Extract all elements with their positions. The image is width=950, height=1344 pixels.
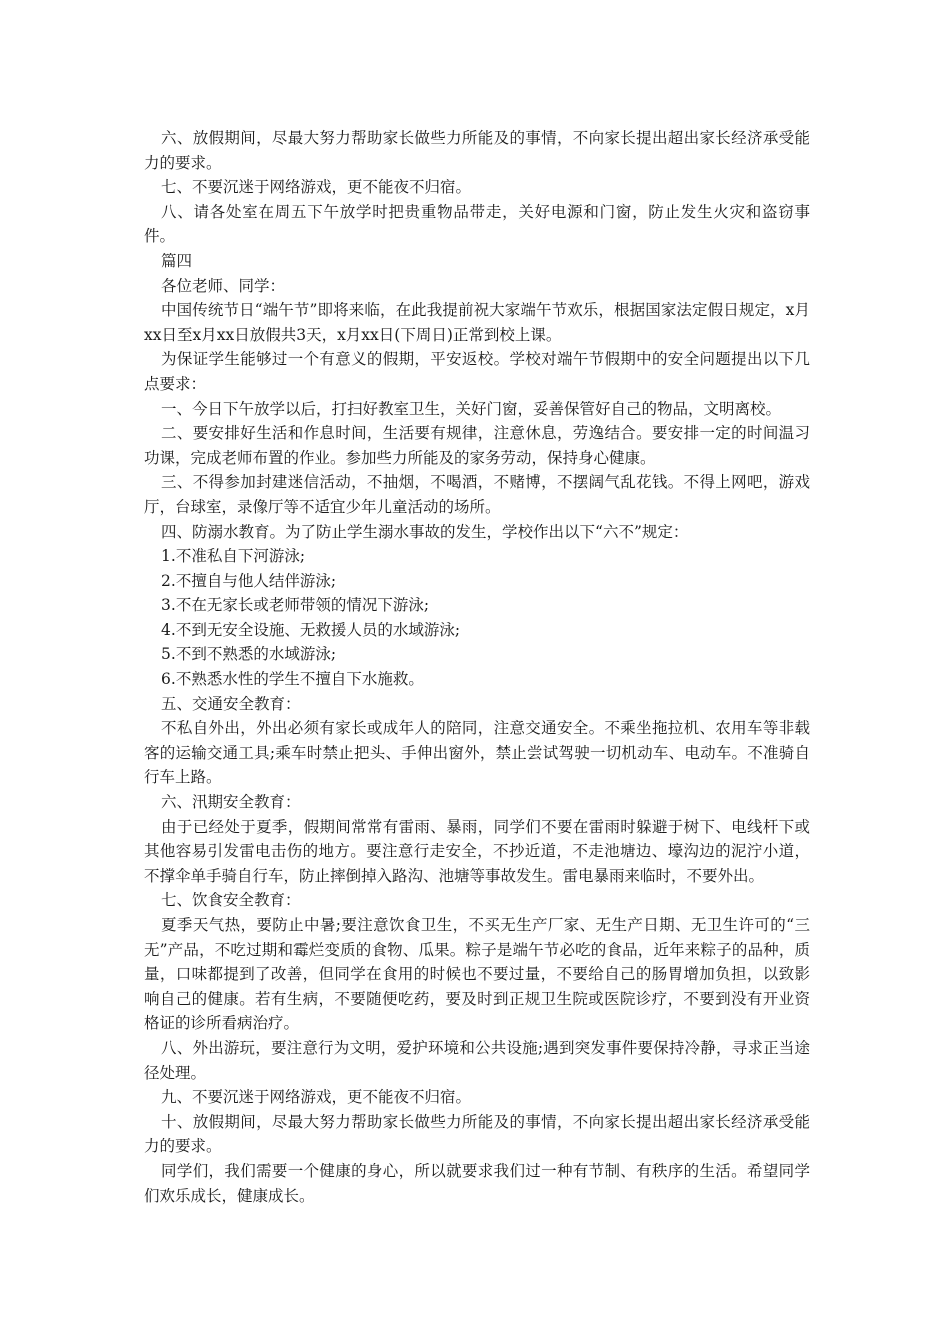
paragraph: 八、外出游玩，要注意行为文明，爱护环境和公共设施;遇到突发事件要保持冷静，寻求正当途径处理。	[144, 1038, 810, 1082]
paragraph: 一、今日下午放学以后，打扫好教室卫生，关好门窗，妥善保管好自己的物品，文明离校。	[161, 399, 782, 418]
paragraph: 八、请各处室在周五下午放学时把贵重物品带走，关好电源和门窗，防止发生火灾和盗窃事件。	[144, 202, 810, 246]
paragraph: 六、汛期安全教育：	[161, 793, 301, 812]
paragraph: 五、交通安全教育：	[161, 694, 301, 713]
paragraph: 四、防溺水教育。为了防止学生溺水事故的发生，学校作出以下“六不”规定：	[161, 522, 689, 541]
paragraph: 不私自外出，外出必须有家长或成年人的陪同，注意交通安全。不乘坐拖拉机、农用车等非载客的运输交通工具;乘车时禁止把头、手伸出窗外，禁止尝试驾驶一切机动车、电动车。不准骑自行车上路。	[144, 719, 810, 787]
list-item: 3.不在无家长或老师带领的情况下游泳;	[161, 596, 430, 615]
paragraph: 二、要安排好生活和作息时间，生活要有规律，注意休息，劳逸结合。要安排一定的时间温习功课，完成老师布置的作业。参加些力所能及的家务劳动，保持身心健康。	[144, 424, 810, 467]
paragraph: 六、放假期间，尽最大努力帮助家长做些力所能及的事情，不向家长提出超出家长经济承受能力的要求。	[144, 129, 810, 172]
paragraph: 中国传统节日“端午节”即将来临，在此我提前祝大家端午节欢乐，根据国家法定假日规定，x月xx日至x月xx日放假共3天，x月xx日(下周日)正常到校上课。	[144, 301, 810, 344]
paragraph: 七、不要沉迷于网络游戏，更不能夜不归宿。	[161, 178, 472, 197]
paragraph: 三、不得参加封建迷信活动，不抽烟，不喝酒，不赌博，不摆阔气乱花钱。不得上网吧，游戏厅，台球室，录像厅等不适宜少年儿童活动的场所。	[144, 473, 810, 516]
paragraph: 夏季天气热，要防止中暑;要注意饮食卫生，不买无生产厂家、无生产日期、无卫生许可的“三无”产品，不吃过期和霉烂变质的食物、瓜果。粽子是端午节必吃的食品，近年来粽子的品种，质量，口味都提到了改善，但同学在食用的时候也不要过量，不要给自己的肠胃增加负担，以致影响自己的健康。若有生病，不要随便吃药，要及时到正规卫生院或医院诊疗，不要到没有开业资格证的诊所看病治疗。	[144, 916, 810, 1033]
paragraph: 九、不要沉迷于网络游戏，更不能夜不归宿。	[161, 1088, 472, 1107]
list-item: 2.不擅自与他人结伴游泳;	[161, 571, 337, 590]
paragraph: 七、饮食安全教育：	[161, 891, 301, 910]
list-item: 1.不准私自下河游泳;	[161, 547, 306, 566]
list-item: 6.不熟悉水性的学生不擅自下水施救。	[161, 670, 424, 689]
paragraph: 十、放假期间，尽最大努力帮助家长做些力所能及的事情，不向家长提出超出家长经济承受能力的要求。	[144, 1112, 810, 1156]
paragraph: 由于已经处于夏季，假期间常常有雷雨、暴雨，同学们不要在雷雨时躲避于树下、电线杆下或其他容易引发雷电击伤的地方。要注意行走安全，不抄近道，不走池塘边、壕沟边的泥泞小道，不撑伞单手骑自行车，防止摔倒掉入路沟、池塘等事故发生。雷电暴雨来临时，不要外出。	[144, 817, 810, 885]
paragraph: 为保证学生能够过一个有意义的假期，平安返校。学校对端午节假期中的安全问题提出以下几点要求：	[144, 350, 810, 393]
list-item: 5.不到不熟悉的水域游泳;	[161, 645, 337, 664]
section-heading: 篇四	[161, 251, 193, 270]
document-body	[144, 126, 810, 1208]
closing-paragraph: 同学们，我们需要一个健康的身心，所以就要求我们过一种有节制、有秩序的生活。希望同学们欢乐成长，健康成长。	[144, 1161, 810, 1205]
list-item: 4.不到无安全设施、无救援人员的水域游泳;	[161, 620, 461, 639]
salutation: 各位老师、同学：	[161, 276, 286, 295]
